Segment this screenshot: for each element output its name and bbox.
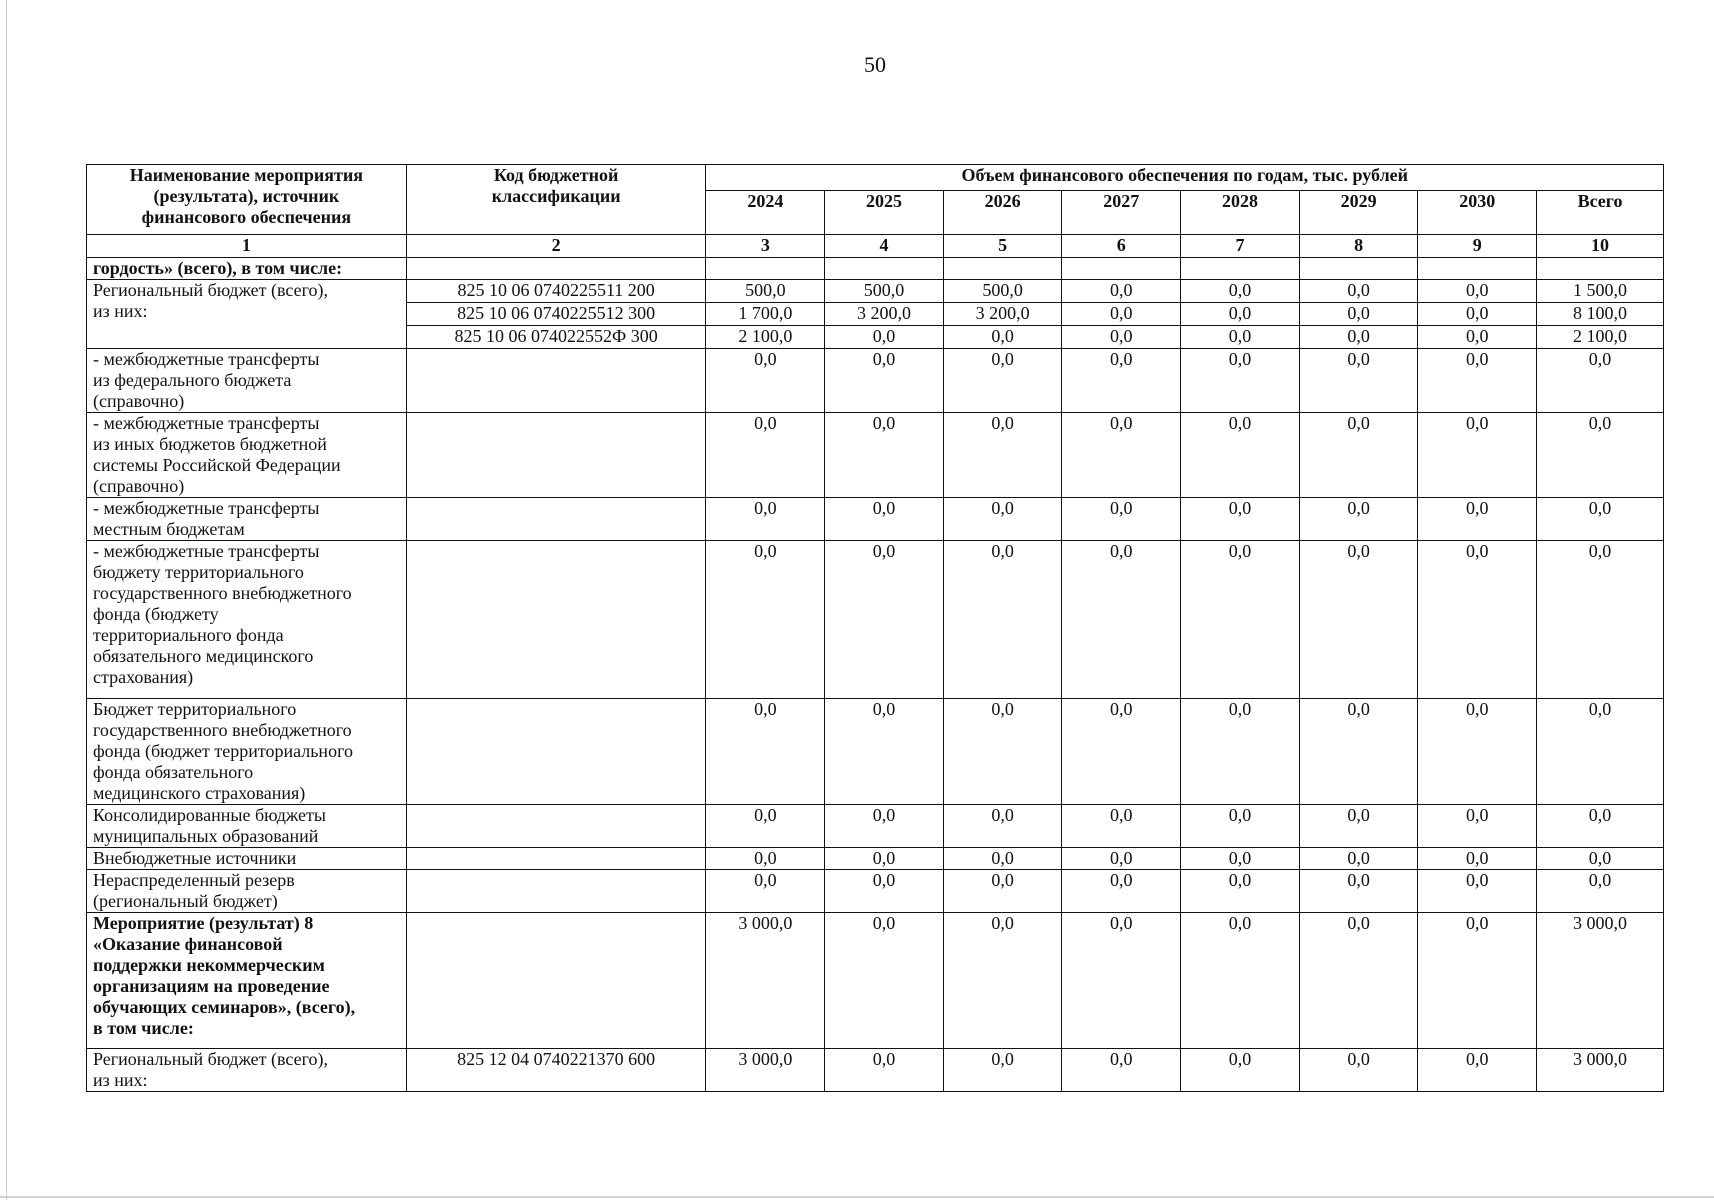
value-cell: 500,0 (706, 280, 825, 303)
scan-edge-bottom (0, 1196, 1714, 1198)
budget-code-cell (406, 258, 706, 280)
header-code-cell (406, 165, 706, 235)
value-cell: 0,0 (1299, 541, 1418, 699)
value-cell: 3 200,0 (943, 303, 1062, 326)
value-cell: 0,0 (1181, 413, 1300, 498)
budget-code-cell (406, 848, 706, 870)
row-name-line: системы Российской Федерации (93, 455, 341, 475)
row-name-line: фонда (бюджет территориального (93, 741, 353, 761)
value-cell: 0,0 (1418, 498, 1537, 541)
budget-code-cell (406, 699, 706, 805)
total-cell: 0,0 (1537, 870, 1664, 913)
value-cell: 0,0 (1062, 349, 1181, 413)
value-cell: 0,0 (706, 870, 825, 913)
row-name-line: из них: (93, 301, 148, 321)
value-cell: 0,0 (1181, 280, 1300, 303)
budget-code-cell (406, 349, 706, 413)
value-cell: 0,0 (825, 413, 944, 498)
total-cell: 1 500,0 (1537, 280, 1664, 303)
total-cell: 8 100,0 (1537, 303, 1664, 326)
row-name-line: в том числе: (93, 1018, 194, 1038)
row-name-line: из федерального бюджета (93, 370, 292, 390)
column-number: 4 (825, 235, 944, 258)
total-cell: 0,0 (1537, 498, 1664, 541)
value-cell (1299, 258, 1418, 280)
value-cell: 0,0 (1299, 913, 1418, 1049)
row-name-line: фонда (бюджету (93, 604, 219, 624)
header-total: Всего (1537, 191, 1664, 235)
table-row (87, 699, 1664, 805)
row-name-line: (региональный бюджет) (93, 891, 278, 911)
value-cell: 0,0 (1181, 541, 1300, 699)
value-cell: 0,0 (943, 870, 1062, 913)
row-name-line: фонда обязательного (93, 762, 254, 782)
column-number-row (87, 235, 1664, 258)
row-name-line: из них: (93, 1070, 148, 1090)
value-cell: 0,0 (943, 413, 1062, 498)
page-number: 50 (864, 52, 886, 77)
value-cell: 1 700,0 (706, 303, 825, 326)
value-cell: 0,0 (943, 913, 1062, 1049)
table-row (87, 541, 1664, 699)
value-cell: 0,0 (825, 498, 944, 541)
value-cell: 0,0 (825, 913, 944, 1049)
row-name-line: государственного внебюджетного (93, 720, 352, 740)
value-cell: 0,0 (1062, 541, 1181, 699)
value-cell: 0,0 (706, 498, 825, 541)
value-cell: 0,0 (1418, 848, 1537, 870)
table-row (87, 280, 1664, 303)
total-cell: 0,0 (1537, 541, 1664, 699)
value-cell: 0,0 (1181, 913, 1300, 1049)
value-cell: 0,0 (1299, 1049, 1418, 1092)
value-cell: 0,0 (943, 541, 1062, 699)
value-cell (1062, 258, 1181, 280)
column-number: 3 (706, 235, 825, 258)
value-cell: 500,0 (825, 280, 944, 303)
value-cell: 0,0 (943, 326, 1062, 349)
row-name-line: Региональный бюджет (всего), (93, 1049, 329, 1069)
value-cell: 0,0 (1181, 326, 1300, 349)
value-cell: 0,0 (1062, 280, 1181, 303)
value-cell: 0,0 (825, 326, 944, 349)
row-name-line: государственного внебюджетного (93, 583, 352, 603)
budget-code-cell (406, 805, 706, 848)
value-cell: 3 000,0 (706, 1049, 825, 1092)
value-cell: 0,0 (1418, 303, 1537, 326)
row-name-line: страхования) (93, 667, 194, 687)
row-name-cell (87, 258, 407, 280)
value-cell: 0,0 (1062, 303, 1181, 326)
value-cell: 0,0 (943, 1049, 1062, 1092)
value-cell (706, 258, 825, 280)
total-cell: 3 000,0 (1537, 913, 1664, 1049)
row-name-line: (справочно) (93, 391, 185, 411)
column-number: 6 (1062, 235, 1181, 258)
table-body (87, 235, 1664, 1092)
row-name-cell (87, 848, 407, 870)
value-cell: 0,0 (1299, 805, 1418, 848)
total-cell: 0,0 (1537, 848, 1664, 870)
value-cell: 0,0 (943, 699, 1062, 805)
budget-code-cell (406, 498, 706, 541)
row-name-line: организациям на проведение (93, 976, 330, 996)
table-row (87, 413, 1664, 498)
value-cell: 0,0 (1299, 699, 1418, 805)
value-cell: 0,0 (1181, 805, 1300, 848)
value-cell: 0,0 (1062, 413, 1181, 498)
budget-code-cell (406, 541, 706, 699)
value-cell: 0,0 (1418, 699, 1537, 805)
value-cell: 0,0 (706, 349, 825, 413)
row-name-line: обязательного медицинского (93, 646, 314, 666)
value-cell: 0,0 (1299, 326, 1418, 349)
row-name-line: Нераспределенный резерв (93, 870, 295, 890)
value-cell: 0,0 (1062, 1049, 1181, 1092)
row-name-line: бюджету территориального (93, 562, 304, 582)
header-year: 2026 (943, 191, 1062, 235)
value-cell: 0,0 (1418, 1049, 1537, 1092)
value-cell: 0,0 (1418, 541, 1537, 699)
value-cell: 0,0 (1418, 913, 1537, 1049)
header-year: 2029 (1299, 191, 1418, 235)
budget-code-cell (406, 913, 706, 1049)
value-cell: 0,0 (1062, 913, 1181, 1049)
header-year: 2027 (1062, 191, 1181, 235)
value-cell: 0,0 (1181, 303, 1300, 326)
row-name-line: «Оказание финансовой (93, 934, 283, 954)
row-name-line: - межбюджетные трансферты (93, 413, 320, 433)
row-name-cell (87, 498, 407, 541)
table-row (87, 805, 1664, 848)
table-row (87, 870, 1664, 913)
value-cell: 0,0 (1062, 805, 1181, 848)
row-name-cell (87, 413, 407, 498)
total-cell: 0,0 (1537, 699, 1664, 805)
total-cell: 2 100,0 (1537, 326, 1664, 349)
total-cell: 3 000,0 (1537, 1049, 1664, 1092)
table-row (87, 913, 1664, 1049)
value-cell: 0,0 (1062, 870, 1181, 913)
value-cell: 0,0 (1418, 805, 1537, 848)
value-cell: 0,0 (825, 1049, 944, 1092)
row-name-line: - межбюджетные трансферты (93, 498, 320, 518)
value-cell: 0,0 (1181, 699, 1300, 805)
column-number: 2 (406, 235, 706, 258)
row-name-line: медицинского страхования) (93, 783, 306, 803)
budget-code-cell: 825 10 06 0740225511 200 (406, 280, 706, 303)
value-cell: 0,0 (1299, 870, 1418, 913)
row-name-line: территориального фонда (93, 625, 284, 645)
value-cell: 0,0 (1418, 326, 1537, 349)
value-cell: 0,0 (825, 349, 944, 413)
value-cell: 0,0 (943, 848, 1062, 870)
header-code-line: Код бюджетной (493, 165, 619, 185)
header-year: 2028 (1181, 191, 1300, 235)
budget-code-cell: 825 10 06 0740225512 300 (406, 303, 706, 326)
value-cell: 0,0 (825, 699, 944, 805)
value-cell (825, 258, 944, 280)
value-cell: 0,0 (1299, 848, 1418, 870)
column-number: 8 (1299, 235, 1418, 258)
value-cell: 0,0 (1181, 1049, 1300, 1092)
table-row (87, 1049, 1664, 1092)
row-name-cell (87, 805, 407, 848)
row-name-cell (87, 699, 407, 805)
value-cell: 0,0 (1181, 848, 1300, 870)
value-cell: 2 100,0 (706, 326, 825, 349)
value-cell: 0,0 (1062, 326, 1181, 349)
budget-table (86, 164, 1664, 1092)
value-cell: 0,0 (1181, 349, 1300, 413)
value-cell: 0,0 (943, 805, 1062, 848)
row-name-line: Региональный бюджет (всего), (93, 280, 329, 300)
value-cell: 0,0 (1062, 699, 1181, 805)
row-name-cell (87, 541, 407, 699)
value-cell: 0,0 (825, 870, 944, 913)
value-cell: 0,0 (943, 349, 1062, 413)
value-cell: 0,0 (1299, 303, 1418, 326)
row-name-line: муниципальных образований (93, 826, 319, 846)
value-cell: 0,0 (1299, 498, 1418, 541)
scan-edge-left (6, 0, 7, 1200)
value-cell: 0,0 (1418, 413, 1537, 498)
value-cell: 0,0 (825, 848, 944, 870)
row-name-line: Бюджет территориального (93, 699, 297, 719)
total-cell (1537, 258, 1664, 280)
value-cell: 3 200,0 (825, 303, 944, 326)
column-number: 10 (1537, 235, 1664, 258)
value-cell: 0,0 (1181, 498, 1300, 541)
table-row (87, 258, 1664, 280)
row-name-line: - межбюджетные трансферты (93, 541, 320, 561)
value-cell: 0,0 (706, 848, 825, 870)
header-name-line: Наименование мероприятия (129, 165, 363, 185)
value-cell: 0,0 (1062, 848, 1181, 870)
value-cell (943, 258, 1062, 280)
row-name-line: Внебюджетные источники (93, 848, 297, 868)
value-cell (1181, 258, 1300, 280)
table-row (87, 349, 1664, 413)
budget-code-cell: 825 12 04 0740221370 600 (406, 1049, 706, 1092)
value-cell: 0,0 (1299, 280, 1418, 303)
table-row (87, 498, 1664, 541)
header-name-cell (87, 165, 407, 235)
header-year: 2024 (706, 191, 825, 235)
row-name-cell (87, 349, 407, 413)
column-number: 5 (943, 235, 1062, 258)
row-name-cell (87, 1049, 407, 1092)
row-name-line: - межбюджетные трансферты (93, 349, 320, 369)
row-name-line: обучающих семинаров», (всего), (93, 997, 356, 1017)
row-name-line: Консолидированные бюджеты (93, 805, 326, 825)
row-name-line: Мероприятие (результат) 8 (93, 913, 314, 933)
value-cell: 0,0 (706, 699, 825, 805)
total-cell: 0,0 (1537, 349, 1664, 413)
header-code-line: классификации (491, 186, 621, 206)
value-cell: 0,0 (943, 498, 1062, 541)
value-cell: 0,0 (825, 541, 944, 699)
value-cell: 500,0 (943, 280, 1062, 303)
column-number: 9 (1418, 235, 1537, 258)
budget-code-cell (406, 413, 706, 498)
value-cell: 0,0 (1299, 413, 1418, 498)
header-name-line: (результата), источник (153, 186, 340, 206)
column-number: 1 (87, 235, 407, 258)
row-name-line: из иных бюджетов бюджетной (93, 434, 327, 454)
value-cell: 0,0 (1418, 870, 1537, 913)
row-name-cell (87, 280, 407, 349)
row-name-line: поддержки некоммерческим (93, 955, 325, 975)
value-cell (1418, 258, 1537, 280)
header-year: 2025 (825, 191, 944, 235)
budget-code-cell (406, 870, 706, 913)
value-cell: 0,0 (1062, 498, 1181, 541)
row-name-cell (87, 913, 407, 1049)
header-year: 2030 (1418, 191, 1537, 235)
total-cell: 0,0 (1537, 805, 1664, 848)
row-name-line: местным бюджетам (93, 519, 245, 539)
value-cell: 0,0 (1418, 349, 1537, 413)
total-cell: 0,0 (1537, 413, 1664, 498)
budget-code-cell: 825 10 06 074022552Ф 300 (406, 326, 706, 349)
row-name-line: (справочно) (93, 476, 185, 496)
value-cell: 0,0 (1181, 870, 1300, 913)
value-cell: 0,0 (1418, 280, 1537, 303)
value-cell: 0,0 (706, 541, 825, 699)
table-row (87, 848, 1664, 870)
row-name-cell (87, 870, 407, 913)
header-funding-group: Объем финансового обеспечения по годам, тыс. рублей (706, 165, 1664, 191)
value-cell: 0,0 (706, 413, 825, 498)
column-number: 7 (1181, 235, 1300, 258)
value-cell: 3 000,0 (706, 913, 825, 1049)
value-cell: 0,0 (1299, 349, 1418, 413)
value-cell: 0,0 (825, 805, 944, 848)
row-name-line: гордость» (всего), в том числе: (93, 258, 343, 278)
value-cell: 0,0 (706, 805, 825, 848)
header-name-line: финансового обеспечения (141, 207, 352, 227)
